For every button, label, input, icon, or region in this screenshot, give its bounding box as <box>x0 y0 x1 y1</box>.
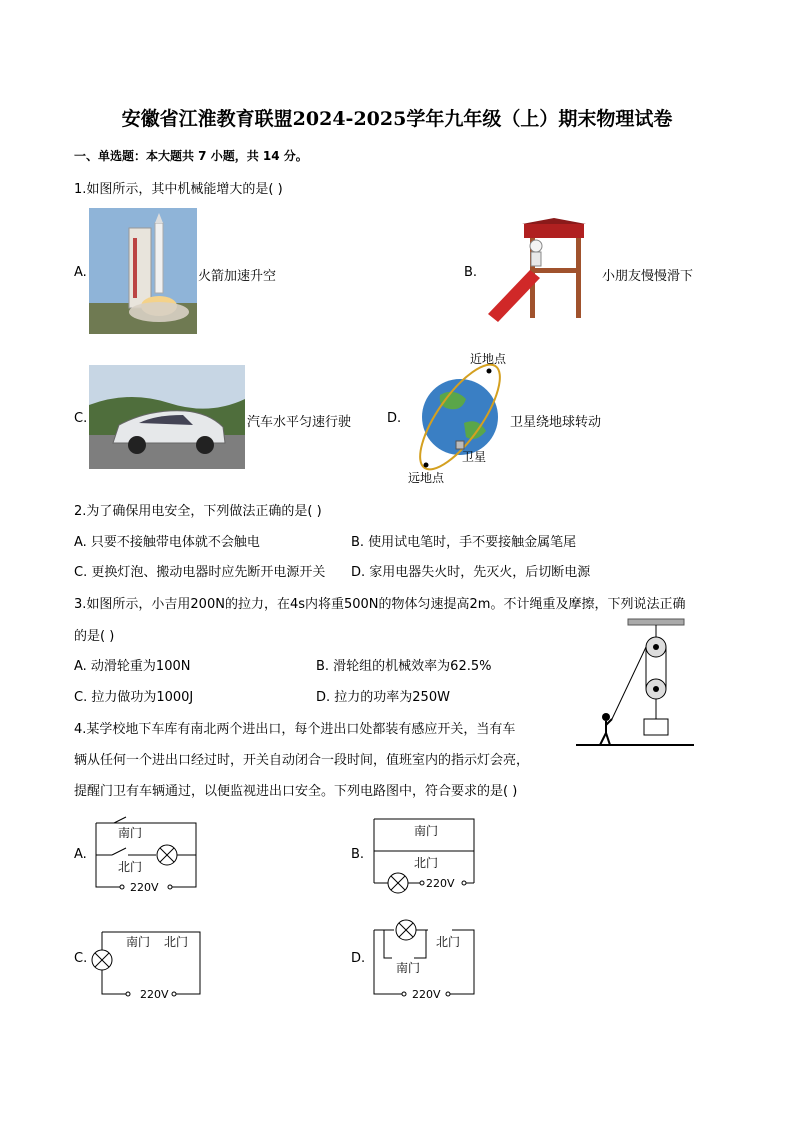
question-3-stem-line2: 的是( ) <box>74 629 115 644</box>
q2-option-b: B. 使用试电笔时，手不要接触金属笔尾 <box>351 535 577 550</box>
question-4-stem-line1: 4.某学校地下车库有南北两个进出口，每个进出口处都装有感应开关，当有车 <box>74 722 516 737</box>
q3-option-c: C. 拉力做功为1000J <box>74 690 194 705</box>
q1-option-c-text: 汽车水平匀速行驶 <box>247 415 352 430</box>
q4-option-b-letter: B. <box>351 847 365 862</box>
q2-option-d: D. 家用电器失火时，先灭火，后切断电源 <box>351 565 591 580</box>
q3-option-b: B. 滑轮组的机械效率为62.5% <box>316 659 492 674</box>
circuit-d-diagram <box>368 910 480 1000</box>
question-4-stem-line2: 辆从任何一个进出口经过时，开关自动闭合一段时间，值班室内的指示灯会亮， <box>74 753 530 768</box>
question-4-stem-line3: 提醒门卫有车辆通过，以便监视进出口安全。下列电路图中，符合要求的是( ) <box>74 784 518 799</box>
circuit-d-north-label: 北门 <box>436 935 461 949</box>
q1-option-b-letter: B. <box>464 265 478 280</box>
q1-option-b-text: 小朋友慢慢滑下 <box>602 269 694 284</box>
question-2-stem: 2.为了确保用电安全，下列做法正确的是( ) <box>74 504 322 519</box>
page-title: 安徽省江淮教育联盟2024-2025学年九年级（上）期末物理试卷 <box>121 108 673 130</box>
question-3-stem-line1: 3.如图所示，小吉用200N的拉力，在4s内将重500N的物体匀速提高2m。不计绳重及摩擦，下列说法正确 <box>74 597 686 612</box>
circuit-c-voltage-label: 220V <box>140 988 169 1000</box>
q4-option-c-letter: C. <box>74 951 88 966</box>
pulley-system-diagram <box>576 617 696 752</box>
satellite-label: 卫星 <box>462 450 487 464</box>
circuit-b-south-label: 南门 <box>414 824 439 838</box>
circuit-b-north-label: 北门 <box>414 856 439 870</box>
circuit-a-south-label: 南门 <box>118 826 143 840</box>
q3-option-a: A. 动滑轮重为100N <box>74 659 191 674</box>
q1-option-a-letter: A. <box>74 265 87 280</box>
q4-option-a-letter: A. <box>74 847 87 862</box>
circuit-b-voltage-label: 220V <box>426 877 455 890</box>
circuit-b-diagram <box>368 815 480 897</box>
q4-option-d-letter: D. <box>351 951 366 966</box>
q1-option-d-text: 卫星绕地球转动 <box>510 415 602 430</box>
circuit-a-north-label: 北门 <box>118 860 143 874</box>
q1-option-d-letter: D. <box>387 411 402 426</box>
circuit-a-diagram <box>90 815 202 897</box>
section-heading: 一、单选题：本大题共 7 小题，共 14 分。 <box>74 149 308 163</box>
q3-option-d: D. 拉力的功率为250W <box>316 690 450 705</box>
q2-option-a: A. 只要不接触带电体就不会触电 <box>74 535 260 550</box>
circuit-c-diagram <box>90 918 204 1000</box>
circuit-d-voltage-label: 220V <box>412 988 441 1000</box>
rocket-launch-image <box>89 208 197 334</box>
circuit-c-north-label: 北门 <box>164 935 189 949</box>
circuit-a-voltage-label: 220V <box>130 881 159 894</box>
q1-option-a-text: 火箭加速升空 <box>198 269 277 284</box>
apogee-label: 远地点 <box>408 471 445 485</box>
perigee-label: 近地点 <box>470 352 507 366</box>
circuit-c-south-label: 南门 <box>126 935 151 949</box>
q2-option-c: C. 更换灯泡、搬动电器时应先断开电源开关 <box>74 565 326 580</box>
circuit-d-south-label: 南门 <box>396 961 421 975</box>
satellite-orbit-diagram <box>404 347 514 487</box>
slide-image <box>484 218 600 324</box>
q1-option-c-letter: C. <box>74 411 88 426</box>
question-1-stem: 1.如图所示，其中机械能增大的是( ) <box>74 182 283 197</box>
car-image <box>89 365 245 469</box>
